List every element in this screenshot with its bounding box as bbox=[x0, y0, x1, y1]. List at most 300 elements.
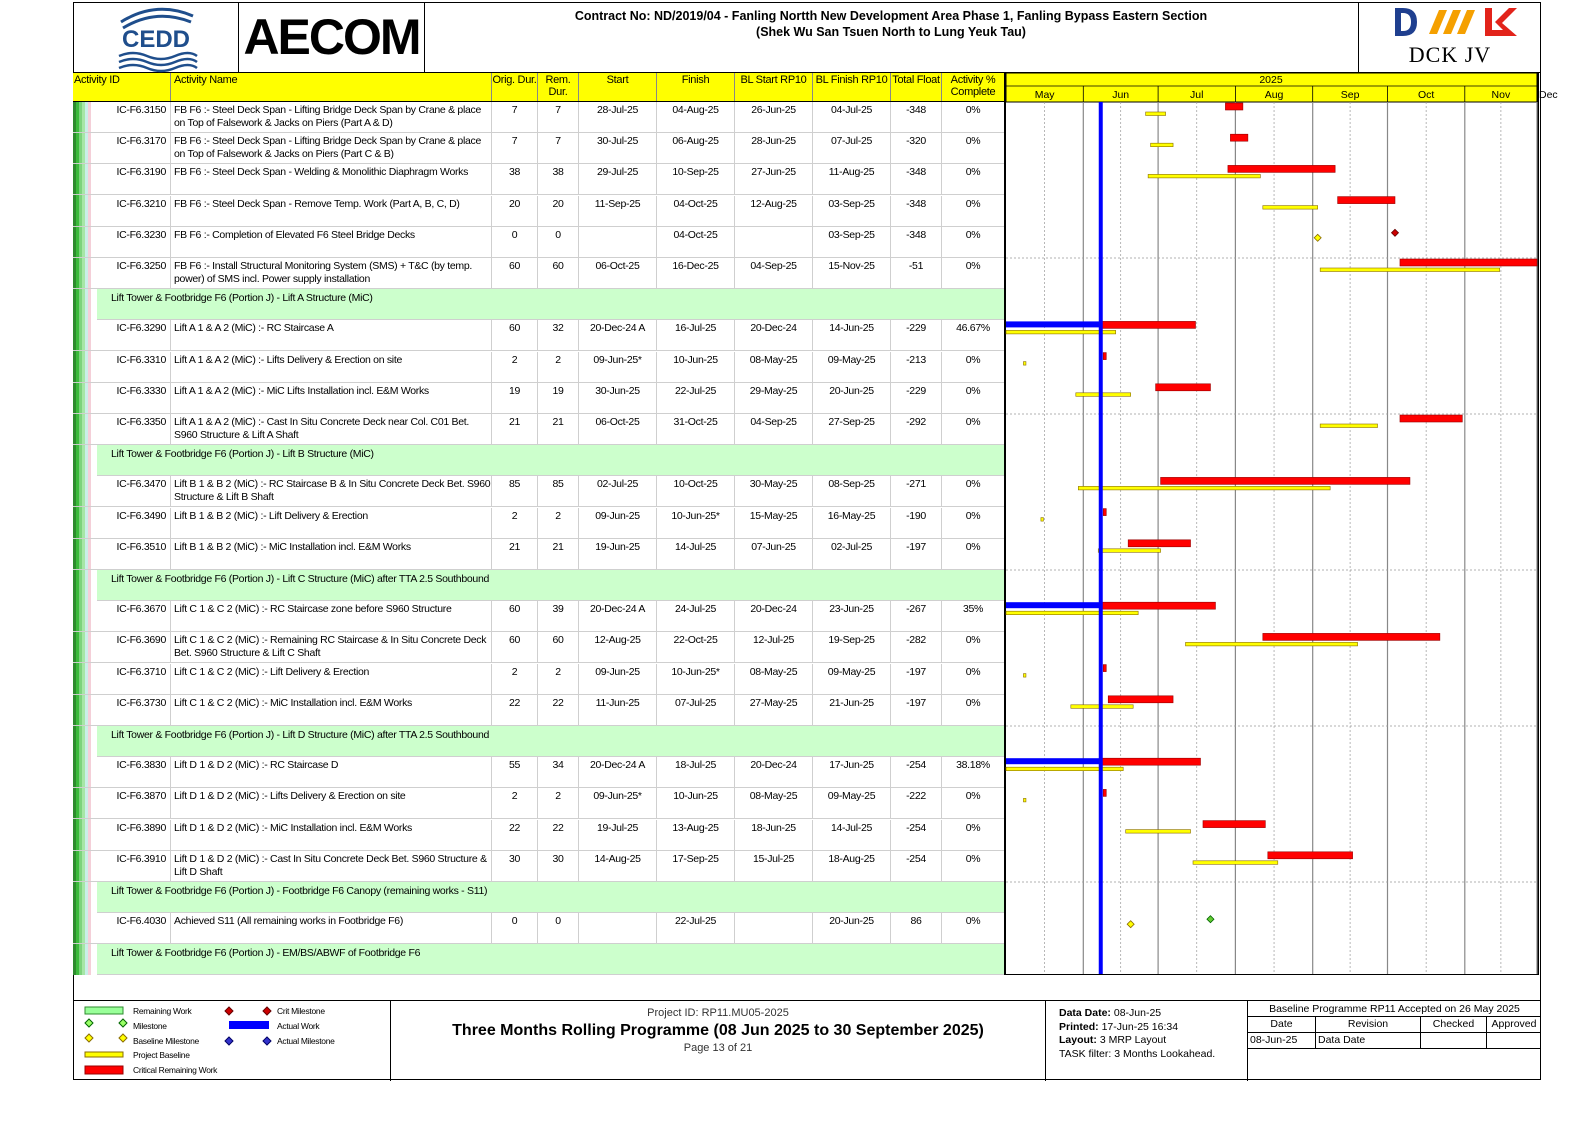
cell-bl-start: 30-May-25 bbox=[735, 476, 813, 506]
cell-finish: 07-Jul-25 bbox=[657, 695, 735, 725]
cell-id: IC-F6.3730 bbox=[97, 695, 171, 725]
cell-finish: 06-Aug-25 bbox=[657, 133, 735, 163]
aecom-logo: AECOM bbox=[239, 2, 425, 73]
table-row[interactable] bbox=[73, 695, 1004, 726]
table-row[interactable] bbox=[73, 539, 1004, 570]
critical-bar bbox=[1156, 384, 1211, 391]
cell-orig: 19 bbox=[492, 383, 538, 413]
critical-bar bbox=[1103, 789, 1106, 796]
cell-name: FB F6 :- Install Structural Monitoring System (SMS) + T&C (by temp. power) of SMS incl. Power supply installation bbox=[171, 258, 492, 288]
critical-bar bbox=[1228, 165, 1335, 172]
cell-start: 20-Dec-24 A bbox=[579, 757, 657, 787]
cell-bl-finish: 15-Nov-25 bbox=[813, 258, 891, 288]
cell-orig: 2 bbox=[492, 352, 538, 382]
cell-name: Lift D 1 & D 2 (MiC) :- MiC Installation incl. E&M Works bbox=[171, 820, 492, 850]
col-bl-start[interactable]: BL Start RP10 bbox=[735, 73, 813, 101]
printed-value: 17-Jun-25 16:34 bbox=[1101, 1020, 1179, 1033]
cell-start: 06-Oct-25 bbox=[579, 258, 657, 288]
cell-start: 20-Dec-24 A bbox=[579, 320, 657, 350]
cell-bl-start: 04-Sep-25 bbox=[735, 414, 813, 444]
legend-critical-label: Critical Remaining Work bbox=[133, 1065, 218, 1075]
cell-bl-start: 27-May-25 bbox=[735, 695, 813, 725]
cell-finish: 16-Jul-25 bbox=[657, 320, 735, 350]
critical-bar bbox=[1263, 633, 1440, 640]
cell-bl-finish: 19-Sep-25 bbox=[813, 632, 891, 662]
critical-milestone bbox=[1391, 229, 1398, 236]
cell-name: Lift D 1 & D 2 (MiC) :- RC Staircase D bbox=[171, 757, 492, 787]
table-row[interactable] bbox=[73, 227, 1004, 258]
cell-orig: 7 bbox=[492, 102, 538, 132]
table-row[interactable] bbox=[73, 601, 1004, 632]
cell-bl-start: 12-Aug-25 bbox=[735, 196, 813, 226]
cell-name: Lift C 1 & C 2 (MiC) :- MiC Installation incl. E&M Works bbox=[171, 695, 492, 725]
programme-title: Three Months Rolling Programme (08 Jun 2025 to 30 September 2025) bbox=[452, 1022, 984, 1039]
table-row[interactable] bbox=[73, 258, 1004, 289]
cell-pct: 0% bbox=[965, 541, 981, 553]
cell-float: -271 bbox=[891, 476, 942, 506]
rev-header-date: Date bbox=[1248, 1017, 1316, 1033]
cell-float: -254 bbox=[891, 820, 942, 850]
cell-name: FB F6 :- Completion of Elevated F6 Steel Bridge Decks bbox=[171, 227, 492, 257]
cell-pct: 0% bbox=[965, 260, 981, 272]
cell-start: 14-Aug-25 bbox=[579, 851, 657, 881]
cell-start: 11-Sep-25 bbox=[579, 196, 657, 226]
rev-header-checked: Checked bbox=[1421, 1017, 1487, 1033]
cell-id: IC-F6.3330 bbox=[97, 383, 171, 413]
rev-row-approved bbox=[1487, 1033, 1541, 1049]
cell-start: 29-Jul-25 bbox=[579, 164, 657, 194]
month-label: Nov bbox=[1491, 89, 1511, 101]
cell-orig: 2 bbox=[492, 664, 538, 694]
actual-bar bbox=[1006, 321, 1101, 327]
cell-float: -222 bbox=[891, 788, 942, 818]
cell-finish: 18-Jul-25 bbox=[657, 757, 735, 787]
table-row[interactable] bbox=[73, 196, 1004, 227]
layout-value: 3 MRP Layout bbox=[1099, 1034, 1167, 1046]
table-row[interactable] bbox=[73, 164, 1004, 195]
legend-remaining-swatch bbox=[85, 1007, 123, 1014]
legend-project-baseline-label: Project Baseline bbox=[133, 1050, 190, 1060]
cell-start: 11-Jun-25 bbox=[579, 695, 657, 725]
cell-pct: 46.67% bbox=[956, 322, 990, 334]
cell-rem: 0 bbox=[538, 227, 579, 257]
cell-bl-finish: 03-Sep-25 bbox=[813, 196, 891, 226]
table-row[interactable] bbox=[73, 851, 1004, 882]
cell-start: 02-Jul-25 bbox=[579, 476, 657, 506]
cell-orig: 21 bbox=[492, 539, 538, 569]
cell-name: Lift D 1 & D 2 (MiC) :- Cast In Situ Concrete Deck Bet. S960 Structure & Lift D Shaft bbox=[171, 851, 492, 881]
cell-bl-start: 20-Dec-24 bbox=[735, 601, 813, 631]
baseline-bar bbox=[1006, 767, 1123, 771]
cell-id: IC-F6.3310 bbox=[97, 352, 171, 382]
gantt-chart bbox=[1004, 73, 1558, 975]
cell-start: 19-Jun-25 bbox=[579, 539, 657, 569]
cell-float: -348 bbox=[891, 227, 942, 257]
cell-finish: 24-Jul-25 bbox=[657, 601, 735, 631]
rev-row-date: 08-Jun-25 bbox=[1248, 1033, 1316, 1049]
table-row[interactable] bbox=[73, 102, 1004, 133]
critical-bar bbox=[1161, 477, 1410, 484]
legend-actual-milestone-icon bbox=[225, 1037, 233, 1045]
critical-bar bbox=[1203, 821, 1265, 828]
actual-bar bbox=[1006, 758, 1101, 764]
cell-name: Lift B 1 & B 2 (MiC) :- MiC Installation incl. E&M Works bbox=[171, 539, 492, 569]
cell-name: Lift B 1 & B 2 (MiC) :- RC Staircase B & In Situ Concrete Deck Bet. S960 Structure & Lift B Shaft bbox=[171, 476, 492, 506]
cell-orig: 21 bbox=[492, 414, 538, 444]
cell-name: FB F6 :- Steel Deck Span - Remove Temp. Work (Part A, B, C, D) bbox=[171, 196, 492, 226]
cell-pct: 0% bbox=[965, 135, 981, 147]
critical-bar bbox=[1101, 321, 1196, 328]
project-id: Project ID: RP11.MU05-2025 bbox=[647, 1007, 789, 1019]
table-row[interactable] bbox=[73, 820, 1004, 851]
cell-id: IC-F6.3890 bbox=[97, 820, 171, 850]
cell-id: IC-F6.3710 bbox=[97, 664, 171, 694]
col-start[interactable]: Start bbox=[579, 73, 657, 101]
cell-finish: 10-Jun-25 bbox=[657, 352, 735, 382]
cell-bl-finish: 11-Aug-25 bbox=[813, 164, 891, 194]
cell-orig: 20 bbox=[492, 196, 538, 226]
critical-bar bbox=[1225, 103, 1242, 110]
critical-bar bbox=[1230, 134, 1247, 141]
cell-bl-finish: 23-Jun-25 bbox=[813, 601, 891, 631]
table-row[interactable] bbox=[73, 352, 1004, 383]
cell-finish: 10-Sep-25 bbox=[657, 164, 735, 194]
cell-pct: 0% bbox=[965, 666, 981, 678]
baseline-bar bbox=[1148, 174, 1260, 178]
cell-bl-start: 26-Jun-25 bbox=[735, 102, 813, 132]
cell-bl-start: 20-Dec-24 bbox=[735, 757, 813, 787]
table-row[interactable] bbox=[73, 133, 1004, 164]
cell-float: -348 bbox=[891, 164, 942, 194]
legend-project-baseline-swatch bbox=[85, 1052, 123, 1057]
legend-actual-swatch bbox=[229, 1021, 269, 1029]
cell-pct: 0% bbox=[965, 790, 981, 802]
cell-start: 30-Jun-25 bbox=[579, 383, 657, 413]
cell-rem: 19 bbox=[538, 383, 579, 413]
cell-start bbox=[579, 913, 657, 943]
cell-name: FB F6 :- Steel Deck Span - Lifting Bridge Deck Span by Crane & place on Top of Falsework & Jacks on Piers (Part C & B) bbox=[171, 133, 492, 163]
cell-bl-finish: 04-Jul-25 bbox=[813, 102, 891, 132]
cell-pct: 0% bbox=[965, 166, 981, 178]
baseline-bar bbox=[1076, 393, 1131, 397]
month-label: Aug bbox=[1264, 89, 1284, 101]
baseline-bar bbox=[1320, 268, 1500, 272]
baseline-bar bbox=[1193, 861, 1278, 865]
col-orig-dur[interactable]: Orig. Dur. bbox=[492, 73, 538, 101]
cell-id: IC-F6.3190 bbox=[97, 164, 171, 194]
cell-float: -51 bbox=[891, 258, 942, 288]
legend-crit-milestone-label: Crit Milestone bbox=[277, 1006, 325, 1016]
baseline-bar bbox=[1320, 424, 1377, 428]
printed-label: Printed: bbox=[1059, 1020, 1099, 1033]
rev-row-checked bbox=[1421, 1033, 1487, 1049]
cell-finish: 10-Oct-25 bbox=[657, 476, 735, 506]
actual-bar bbox=[1006, 602, 1101, 608]
cell-rem: 38 bbox=[538, 164, 579, 194]
gantt-svg bbox=[1006, 73, 1558, 974]
cell-bl-start: 08-May-25 bbox=[735, 788, 813, 818]
cell-orig: 7 bbox=[492, 133, 538, 163]
cell-name: Lift D 1 & D 2 (MiC) :- Lifts Delivery & Erection on site bbox=[171, 788, 492, 818]
cell-float: -190 bbox=[891, 508, 942, 538]
cell-bl-finish: 17-Jun-25 bbox=[813, 757, 891, 787]
cell-float: -348 bbox=[891, 196, 942, 226]
cell-rem: 2 bbox=[538, 508, 579, 538]
col-pct-complete[interactable]: Activity % Complete bbox=[950, 74, 996, 98]
cell-id: IC-F6.3910 bbox=[97, 851, 171, 881]
cell-orig: 22 bbox=[492, 820, 538, 850]
cell-start: 28-Jul-25 bbox=[579, 102, 657, 132]
cell-orig: 22 bbox=[492, 695, 538, 725]
group-header[interactable]: Lift Tower & Footbridge F6 (Portion J) - Lift C Structure (MiC) after TTA 2.5 Southbound bbox=[97, 570, 1004, 601]
cell-id: IC-F6.3470 bbox=[97, 476, 171, 506]
cell-bl-finish: 18-Aug-25 bbox=[813, 851, 891, 881]
rev-header-approved: Approved bbox=[1487, 1017, 1541, 1033]
timeline-year: 2025 bbox=[1259, 74, 1283, 86]
cell-finish: 22-Jul-25 bbox=[657, 383, 735, 413]
cell-name: Lift C 1 & C 2 (MiC) :- Remaining RC Staircase & In Situ Concrete Deck Bet. S960 Structure & Lift C Shaft bbox=[171, 632, 492, 662]
cell-bl-finish: 27-Sep-25 bbox=[813, 414, 891, 444]
cell-finish: 04-Aug-25 bbox=[657, 102, 735, 132]
baseline-bar bbox=[1098, 549, 1160, 553]
cell-pct: 38.18% bbox=[956, 759, 990, 771]
col-activity-name[interactable]: Activity Name bbox=[171, 73, 492, 101]
baseline-bar bbox=[1186, 642, 1358, 646]
cell-rem: 21 bbox=[538, 414, 579, 444]
cell-pct: 35% bbox=[962, 603, 984, 615]
cell-name: Lift B 1 & B 2 (MiC) :- Lift Delivery & Erection bbox=[171, 508, 492, 538]
cell-float: -197 bbox=[891, 539, 942, 569]
cell-rem: 0 bbox=[538, 913, 579, 943]
critical-bar bbox=[1103, 353, 1106, 360]
baseline-bar bbox=[1146, 112, 1166, 116]
cell-id: IC-F6.3670 bbox=[97, 601, 171, 631]
cell-float: -197 bbox=[891, 664, 942, 694]
cell-finish: 22-Jul-25 bbox=[657, 913, 735, 943]
cell-finish: 10-Jun-25* bbox=[657, 664, 735, 694]
cell-finish: 10-Jun-25* bbox=[657, 508, 735, 538]
table-row[interactable] bbox=[73, 414, 1004, 445]
cell-pct: 0% bbox=[965, 510, 981, 522]
critical-bar bbox=[1103, 509, 1106, 516]
cell-rem: 34 bbox=[538, 757, 579, 787]
baseline-milestone bbox=[1314, 234, 1321, 241]
cell-float: -282 bbox=[891, 632, 942, 662]
cell-bl-start: 15-Jul-25 bbox=[735, 851, 813, 881]
critical-bar bbox=[1268, 852, 1353, 859]
baseline-bar bbox=[1023, 798, 1025, 802]
month-label: Dec bbox=[1539, 89, 1558, 101]
cell-bl-start: 28-Jun-25 bbox=[735, 133, 813, 163]
group-header[interactable]: Lift Tower & Footbridge F6 (Portion J) - EM/BS/ABWF of Footbridge F6 bbox=[97, 944, 1004, 975]
group-header[interactable]: Lift Tower & Footbridge F6 (Portion J) - Lift D Structure (MiC) after TTA 2.5 Southbound bbox=[97, 726, 1004, 757]
cell-name: Lift A 1 & A 2 (MiC) :- MiC Lifts Installation incl. E&M Works bbox=[171, 383, 492, 413]
group-header[interactable]: Lift Tower & Footbridge F6 (Portion J) - Lift B Structure (MiC) bbox=[97, 445, 1004, 476]
month-label: Sep bbox=[1340, 89, 1360, 101]
svg-text:CEDD: CEDD bbox=[121, 26, 191, 53]
cell-float: -197 bbox=[891, 695, 942, 725]
cell-pct: 0% bbox=[965, 915, 981, 927]
cell-orig: 60 bbox=[492, 601, 538, 631]
cell-pct: 0% bbox=[965, 104, 981, 116]
baseline-note: Baseline Programme RP11 Accepted on 26 May 2025 bbox=[1248, 1001, 1541, 1017]
footer bbox=[73, 1000, 1541, 1080]
cell-finish: 16-Dec-25 bbox=[657, 258, 735, 288]
cell-bl-finish: 07-Jul-25 bbox=[813, 133, 891, 163]
table-row[interactable] bbox=[73, 383, 1004, 414]
cell-orig: 0 bbox=[492, 913, 538, 943]
cell-bl-finish: 14-Jul-25 bbox=[813, 820, 891, 850]
contract-line-2: (Shek Wu San Tsuen North to Lung Yeuk Tau) bbox=[756, 25, 1026, 39]
cell-id: IC-F6.3490 bbox=[97, 508, 171, 538]
dck-jv-text: DCK JV bbox=[1408, 42, 1492, 67]
cell-start: 09-Jun-25* bbox=[579, 788, 657, 818]
table-row[interactable] bbox=[73, 320, 1004, 351]
cell-start bbox=[579, 227, 657, 257]
cell-pct: 0% bbox=[965, 822, 981, 834]
cell-rem: 7 bbox=[538, 102, 579, 132]
group-header[interactable]: Lift Tower & Footbridge F6 (Portion J) - Lift A Structure (MiC) bbox=[97, 289, 1004, 320]
table-row[interactable] bbox=[73, 788, 1004, 819]
cell-start: 19-Jul-25 bbox=[579, 820, 657, 850]
cell-start: 20-Dec-24 A bbox=[579, 601, 657, 631]
table-row[interactable] bbox=[73, 913, 1004, 944]
legend-critical-swatch bbox=[85, 1066, 123, 1074]
baseline-bar bbox=[1023, 674, 1025, 678]
cell-orig: 60 bbox=[492, 320, 538, 350]
cell-pct: 0% bbox=[965, 229, 981, 241]
cell-rem: 21 bbox=[538, 539, 579, 569]
critical-bar bbox=[1101, 602, 1216, 609]
legend bbox=[73, 1001, 391, 1081]
legend-milestone-label: Milestone bbox=[133, 1021, 167, 1031]
cell-bl-start: 04-Sep-25 bbox=[735, 258, 813, 288]
col-activity-id[interactable]: Activity ID bbox=[73, 73, 171, 101]
cell-pct: 0% bbox=[965, 354, 981, 366]
cell-float: -292 bbox=[891, 414, 942, 444]
cell-finish: 31-Oct-25 bbox=[657, 414, 735, 444]
cell-rem: 85 bbox=[538, 476, 579, 506]
cell-bl-start: 27-Jun-25 bbox=[735, 164, 813, 194]
cell-start: 09-Jun-25 bbox=[579, 508, 657, 538]
table-row[interactable] bbox=[73, 757, 1004, 788]
col-finish[interactable]: Finish bbox=[657, 73, 735, 101]
cell-orig: 30 bbox=[492, 851, 538, 881]
cell-name: Lift A 1 & A 2 (MiC) :- Cast In Situ Concrete Deck near Col. C01 Bet. S960 Structure & Lift A Shaft bbox=[171, 414, 492, 444]
group-header[interactable]: Lift Tower & Footbridge F6 (Portion J) - Footbridge F6 Canopy (remaining works - S11) bbox=[97, 882, 1004, 913]
table-row[interactable] bbox=[73, 476, 1004, 507]
month-label: Jul bbox=[1190, 89, 1204, 101]
legend-crit-milestone-icon bbox=[225, 1007, 233, 1015]
cell-rem: 32 bbox=[538, 320, 579, 350]
cell-name: Achieved S11 (All remaining works in Footbridge F6) bbox=[171, 913, 492, 943]
col-total-float[interactable]: Total Float bbox=[891, 73, 942, 101]
cell-orig: 60 bbox=[492, 632, 538, 662]
cell-name: Lift A 1 & A 2 (MiC) :- Lifts Delivery & Erection on site bbox=[171, 352, 492, 382]
milestone bbox=[1207, 916, 1214, 923]
critical-bar bbox=[1108, 696, 1173, 703]
critical-bar bbox=[1101, 758, 1201, 765]
cell-finish: 22-Oct-25 bbox=[657, 632, 735, 662]
cell-start: 09-Jun-25 bbox=[579, 664, 657, 694]
rev-header-revision: Revision bbox=[1316, 1017, 1421, 1033]
col-bl-finish[interactable]: BL Finish RP10 bbox=[813, 73, 891, 101]
table-row[interactable] bbox=[73, 664, 1004, 695]
cell-orig: 2 bbox=[492, 508, 538, 538]
cell-bl-finish: 09-May-25 bbox=[813, 664, 891, 694]
cell-id: IC-F6.3690 bbox=[97, 632, 171, 662]
cell-rem: 22 bbox=[538, 695, 579, 725]
cell-orig: 38 bbox=[492, 164, 538, 194]
month-label: Oct bbox=[1417, 89, 1435, 101]
cell-finish: 10-Jun-25 bbox=[657, 788, 735, 818]
cedd-logo bbox=[73, 2, 239, 73]
column-header bbox=[73, 73, 1004, 102]
cell-pct: 0% bbox=[965, 385, 981, 397]
cell-bl-finish: 20-Jun-25 bbox=[813, 383, 891, 413]
critical-bar bbox=[1338, 197, 1395, 204]
cell-bl-finish: 08-Sep-25 bbox=[813, 476, 891, 506]
cell-id: IC-F6.3870 bbox=[97, 788, 171, 818]
page-number: Page 13 of 21 bbox=[683, 1042, 753, 1054]
cell-id: IC-F6.3170 bbox=[97, 133, 171, 163]
table-row[interactable] bbox=[73, 632, 1004, 663]
cell-id: IC-F6.3350 bbox=[97, 414, 171, 444]
cell-orig: 0 bbox=[492, 227, 538, 257]
cell-float: -267 bbox=[891, 601, 942, 631]
cell-bl-finish: 14-Jun-25 bbox=[813, 320, 891, 350]
cell-orig: 85 bbox=[492, 476, 538, 506]
task-filter: TASK filter: 3 Months Lookahead. bbox=[1059, 1047, 1216, 1060]
critical-bar bbox=[1103, 665, 1106, 672]
cell-name: FB F6 :- Steel Deck Span - Lifting Bridge Deck Span by Crane & place on Top of Falsework & Jacks on Piers (Part A & D) bbox=[171, 102, 492, 132]
cell-float: -213 bbox=[891, 352, 942, 382]
cell-rem: 2 bbox=[538, 352, 579, 382]
cell-bl-start: 12-Jul-25 bbox=[735, 632, 813, 662]
cell-bl-start: 15-May-25 bbox=[735, 508, 813, 538]
baseline-milestone bbox=[1127, 921, 1134, 928]
cell-name: Lift C 1 & C 2 (MiC) :- Lift Delivery & Erection bbox=[171, 664, 492, 694]
cell-id: IC-F6.3210 bbox=[97, 196, 171, 226]
cell-float: -320 bbox=[891, 133, 942, 163]
cell-pct: 0% bbox=[965, 697, 981, 709]
layout-label: Layout: bbox=[1059, 1034, 1097, 1046]
baseline-bar bbox=[1126, 830, 1191, 834]
cell-bl-finish: 09-May-25 bbox=[813, 352, 891, 382]
cell-start: 06-Oct-25 bbox=[579, 414, 657, 444]
cell-rem: 7 bbox=[538, 133, 579, 163]
cell-bl-finish: 20-Jun-25 bbox=[813, 913, 891, 943]
table-row[interactable] bbox=[73, 508, 1004, 539]
col-rem-dur[interactable]: Rem. Dur. bbox=[538, 73, 579, 101]
cell-name: FB F6 :- Steel Deck Span - Welding & Monolithic Diaphragm Works bbox=[171, 164, 492, 194]
cell-rem: 22 bbox=[538, 820, 579, 850]
cell-id: IC-F6.3830 bbox=[97, 757, 171, 787]
legend-remaining-label: Remaining Work bbox=[133, 1006, 192, 1016]
cell-bl-finish: 21-Jun-25 bbox=[813, 695, 891, 725]
cell-finish: 04-Oct-25 bbox=[657, 227, 735, 257]
cell-bl-start: 18-Jun-25 bbox=[735, 820, 813, 850]
cell-rem: 39 bbox=[538, 601, 579, 631]
cell-bl-finish: 02-Jul-25 bbox=[813, 539, 891, 569]
contract-line-1: Contract No: ND/2019/04 - Fanling Nortth New Development Area Phase 1, Fanling Bypass Eastern Section bbox=[574, 9, 1208, 23]
cell-start: 12-Aug-25 bbox=[579, 632, 657, 662]
cell-orig: 2 bbox=[492, 788, 538, 818]
cell-id: IC-F6.3150 bbox=[97, 102, 171, 132]
cell-bl-start: 29-May-25 bbox=[735, 383, 813, 413]
legend-actual-label: Actual Work bbox=[277, 1021, 320, 1031]
revision-table bbox=[1248, 1001, 1541, 1081]
